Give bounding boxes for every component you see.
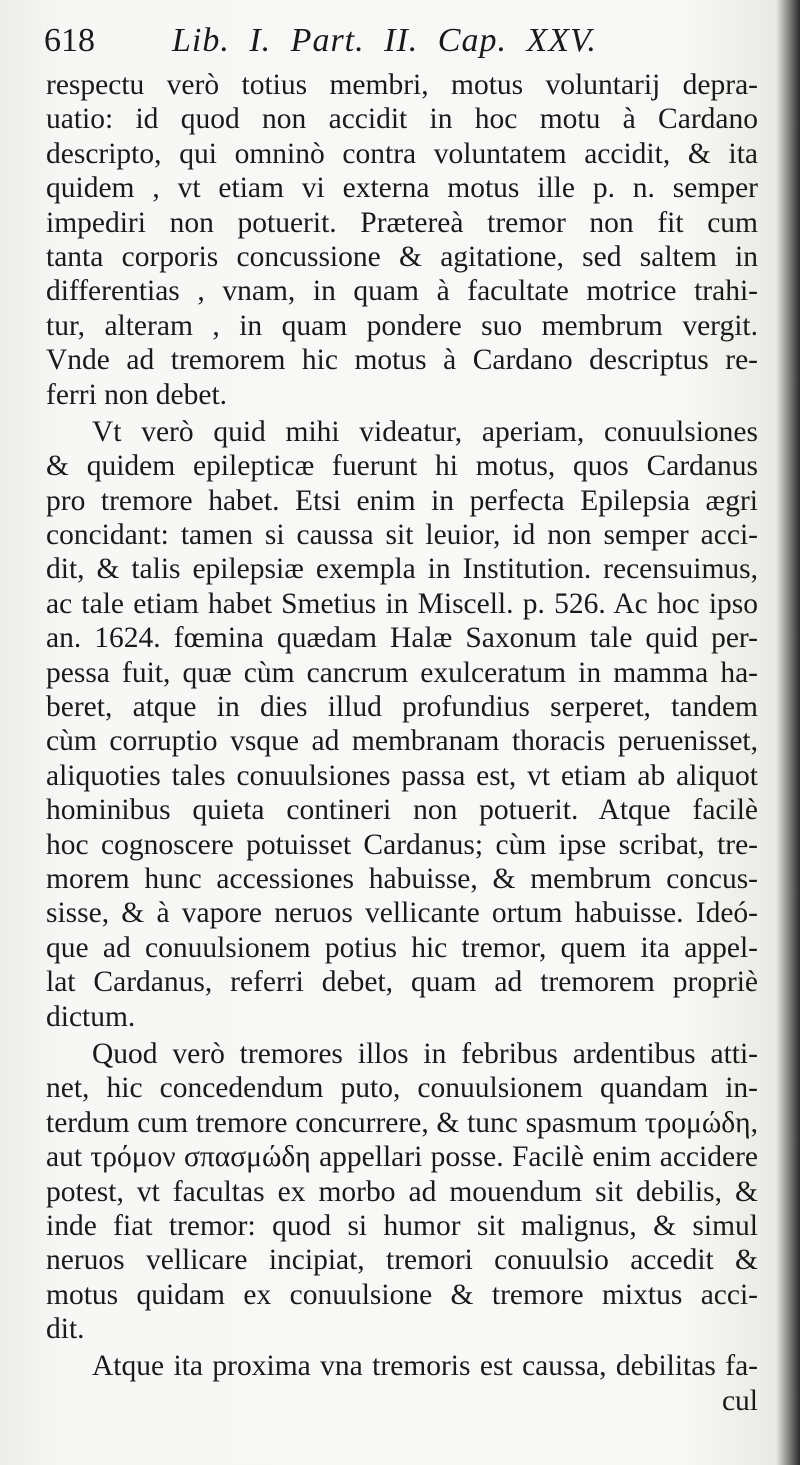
text-line: concidant: tamen si caussa sit leuior, id non semper acci- bbox=[46, 519, 758, 552]
text-line: respectu verò totius membri, motus voluntarij depra- bbox=[46, 69, 758, 101]
text-line: motus quidam ex conuulsione & tremore mixtus acci- bbox=[46, 1278, 758, 1311]
text-line: dictum. bbox=[46, 1000, 136, 1033]
text-line: ferri non debet. bbox=[46, 378, 228, 411]
text-line: aliquoties tales conuulsiones passa est, vt etiam ab aliquot bbox=[46, 759, 758, 792]
text-line: tur, alteram , in quam pondere suo membrum vergit. bbox=[46, 309, 758, 342]
text-line: Vnde ad tremorem hic motus à Cardano descriptus re- bbox=[46, 344, 758, 377]
text-line: lat Cardanus, referri debet, quam ad tremorem propriè bbox=[46, 966, 758, 999]
text-line: dit. bbox=[46, 1313, 85, 1346]
text-line: uatio: id quod non accidit in hoc motu à Cardano bbox=[46, 103, 758, 136]
text-line: Atque ita proxima vna tremoris est caussa, debilitas fa- bbox=[92, 1350, 758, 1383]
text-line: morem hunc accessiones habuisse, & membrum concus- bbox=[46, 862, 758, 895]
page-header bbox=[44, 22, 744, 68]
text-line: cùm corruptio vsque ad membranam thoracis peruenisset, bbox=[46, 725, 758, 758]
text-line: quidem , vt etiam vi externa motus ille p. n. semper bbox=[46, 172, 758, 205]
text-line: Vt verò quid mihi videatur, aperiam, conuulsiones bbox=[92, 415, 758, 448]
text-line: neruos vellicare incipiat, tremori conuulsio accedit & bbox=[46, 1244, 758, 1277]
text-line: hoc cognoscere potuisset Cardanus; cùm ipse scribat, tre- bbox=[46, 828, 758, 861]
text-line: net, hic concedendum puto, conuulsionem quandam in- bbox=[46, 1072, 758, 1105]
text-line: que ad conuulsionem potius hic tremor, quem ita appel- bbox=[46, 931, 758, 964]
text-line: differentias , vnam, in quam à facultate motrice trahi- bbox=[46, 275, 758, 308]
text-line: tanta corporis concussione & agitatione, sed saltem in bbox=[46, 240, 758, 273]
text-line: dit, & talis epilepsiæ exempla in Institution. recensuimus, bbox=[46, 553, 758, 586]
text-line: pessa fuit, quæ cùm cancrum exulceratum in mamma ha- bbox=[46, 656, 758, 689]
text-line: sisse, & à vapore neruos vellicante ortum habuisse. Ideó- bbox=[46, 897, 758, 930]
text-line: impediri non potuerit. Prætereà tremor non fit cum bbox=[46, 206, 758, 239]
text-line: Quod verò tremores illos in febribus ardentibus atti- bbox=[92, 1037, 758, 1070]
text-line: beret, atque in dies illud profundius serperet, tandem bbox=[46, 691, 758, 724]
text-line: an. 1624. fœmina quædam Halæ Saxonum tale quid per- bbox=[46, 622, 758, 655]
text-line: inde fiat tremor: quod si humor sit malignus, & simul bbox=[46, 1209, 758, 1242]
text-line: & quidem epilepticæ fuerunt hi motus, quos Cardanus bbox=[46, 450, 758, 483]
running-head: Lib. I. Part. II. Cap. XXV. bbox=[172, 22, 597, 59]
text-line: terdum cum tremore concurrere, & tunc spasmum τρομώδη, bbox=[46, 1106, 758, 1139]
text-line: ac tale etiam habet Smetius in Miscell. p. 526. Ac hoc ipso bbox=[46, 587, 758, 620]
text-line: aut τρόμον σπασμώδη appellari posse. Facilè enim accidere bbox=[46, 1141, 758, 1174]
text-line: pro tremore habet. Etsi enim in perfecta Epilepsia ægri bbox=[46, 484, 758, 517]
body-text bbox=[46, 68, 758, 1418]
text-line: descripto, qui omninò contra voluntatem accidit, & ita bbox=[46, 137, 758, 170]
page-number: 618 bbox=[44, 22, 95, 59]
text-line: hominibus quieta contineri non potuerit. Atque facilè bbox=[46, 794, 758, 827]
text-line: potest, vt facultas ex morbo ad mouendum sit debilis, & bbox=[46, 1175, 758, 1208]
catchword: cul bbox=[721, 1384, 758, 1417]
